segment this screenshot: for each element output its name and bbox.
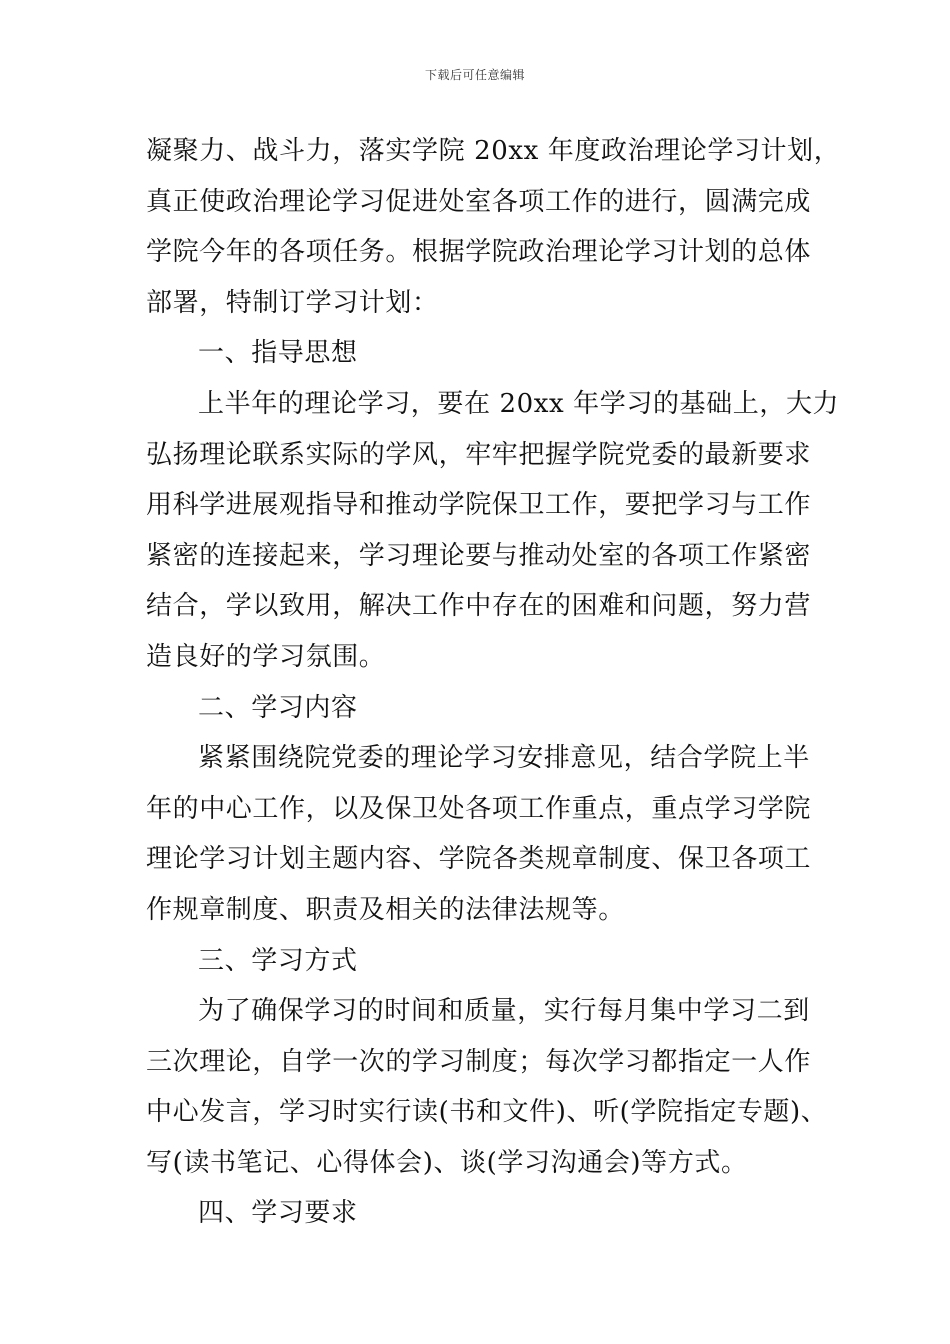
body-line: 用科学进展观指导和推动学院保卫工作，要把学习与工作 <box>146 490 812 521</box>
body-line: 作规章制度、职责及相关的法律法规等。 <box>146 894 625 925</box>
body-line: 弘扬理论联系实际的学风，牢牢把握学院党委的最新要求 <box>146 439 812 470</box>
body-line: 为了确保学习的时间和质量，实行每月集中学习二到 <box>198 996 810 1027</box>
body-line: 学院今年的各项任务。根据学院政治理论学习计划的总体 <box>146 237 812 268</box>
body-line: 三次理论，自学一次的学习制度；每次学习都指定一人作 <box>146 1046 812 1077</box>
body-line: 结合，学以致用，解决工作中存在的困难和问题，努力营 <box>146 591 812 622</box>
body-line: 紧紧围绕院党委的理论学习安排意见，结合学院上半 <box>198 743 810 774</box>
body-line: 凝聚力、战斗力，落实学院 20xx 年度政治理论学习计划， <box>146 136 841 166</box>
section-heading-study-method: 三、学习方式 <box>198 945 358 976</box>
body-line: 写(读书笔记、心得体会)、谈(学习沟通会)等方式。 <box>146 1147 748 1178</box>
body-line: 造良好的学习氛围。 <box>146 641 386 672</box>
section-heading-study-requirements: 四、学习要求 <box>198 1198 358 1229</box>
body-line: 理论学习计划主题内容、学院各类规章制度、保卫各项工 <box>146 844 812 875</box>
body-line: 中心发言，学习时实行读(书和文件)、听(学院指定专题)、 <box>146 1097 828 1128</box>
body-line: 年的中心工作，以及保卫处各项工作重点，重点学习学院 <box>146 793 812 824</box>
body-line: 真正使政治理论学习促进处室各项工作的进行，圆满完成 <box>146 186 812 217</box>
body-line: 部署，特制订学习计划： <box>146 287 439 318</box>
body-line: 上半年的理论学习，要在 20xx 年学习的基础上，大力 <box>198 388 840 419</box>
section-heading-guiding-thought: 一、指导思想 <box>198 338 358 369</box>
body-line: 紧密的连接起来，学习理论要与推动处室的各项工作紧密 <box>146 540 812 571</box>
header-note: 下载后可任意编辑 <box>424 68 525 82</box>
document-body <box>146 126 841 1239</box>
section-heading-study-content: 二、学习内容 <box>198 692 358 723</box>
